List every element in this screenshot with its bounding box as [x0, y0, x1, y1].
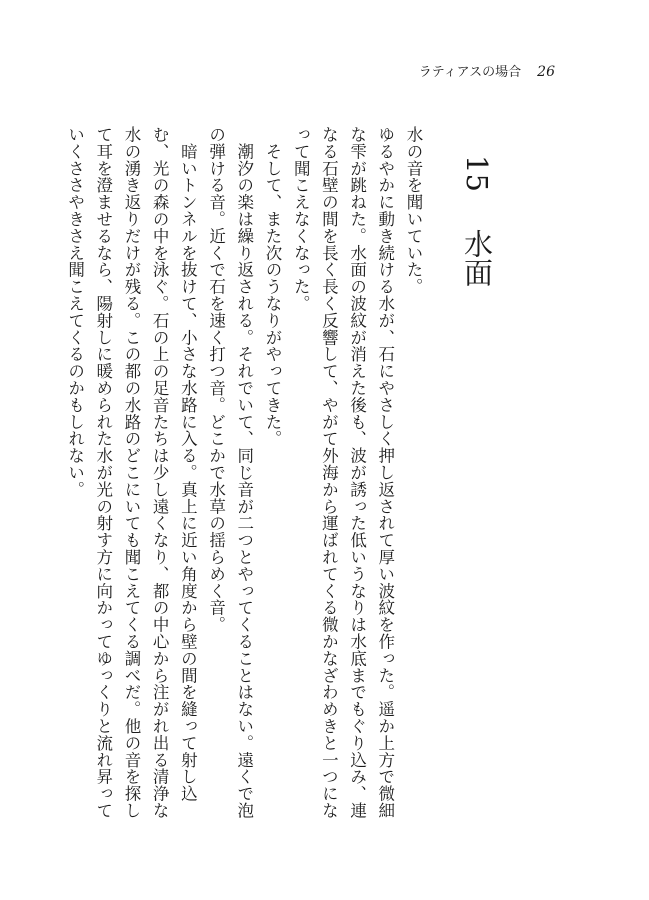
page-number: 26	[537, 64, 555, 80]
paragraph: ゆるやかに動き続ける水が、石にやさしく押し返されて厚い波紋を作った。遥か上方で微細な雫が跳ねた。水面の波紋が消えた後も、波が誘った低いうなりは水底までもぐり込み、連なる石壁の間を長く長く反響して、やがて外海から運ばれてくる微かなざわめきと一つになって聞こえなくなった。	[291, 126, 395, 819]
body-text	[60, 126, 427, 826]
running-title: ラティアスの場合	[418, 65, 522, 80]
chapter-heading	[460, 155, 494, 288]
running-header	[419, 61, 555, 80]
paragraph: 暗いトンネルを抜けて、小さな水路に入る。真上に近い角度から壁の間を縫って射し込む、光の森の中を泳ぐ。石の上の足音たちは少し遠くなり、都の中心から注がれ出る清浄な水の湧き返りだけが残る。この都の水路のどこにいても聞こえてくる調べだ。他の音を探して耳を澄ませるなら、陽射しに暖められた水が光の射す方に向かってゆっくりと流れ昇っていくささやきさえ聞こえてくるのかもしれない。	[65, 126, 198, 819]
paragraph: 潮汐の楽は繰り返される。それでいて、同じ音が二つとやってくることはない。遠くで泡の弾ける音。近くで石を速く打つ音。どこかで水草の揺らめく音。	[206, 126, 254, 819]
paragraph: 水の音を聞いていた。	[404, 126, 423, 295]
chapter-title: 水面	[460, 229, 494, 288]
chapter-number: 15	[460, 155, 494, 192]
paragraph: そして、また次のうなりがやってきた。	[262, 126, 282, 448]
